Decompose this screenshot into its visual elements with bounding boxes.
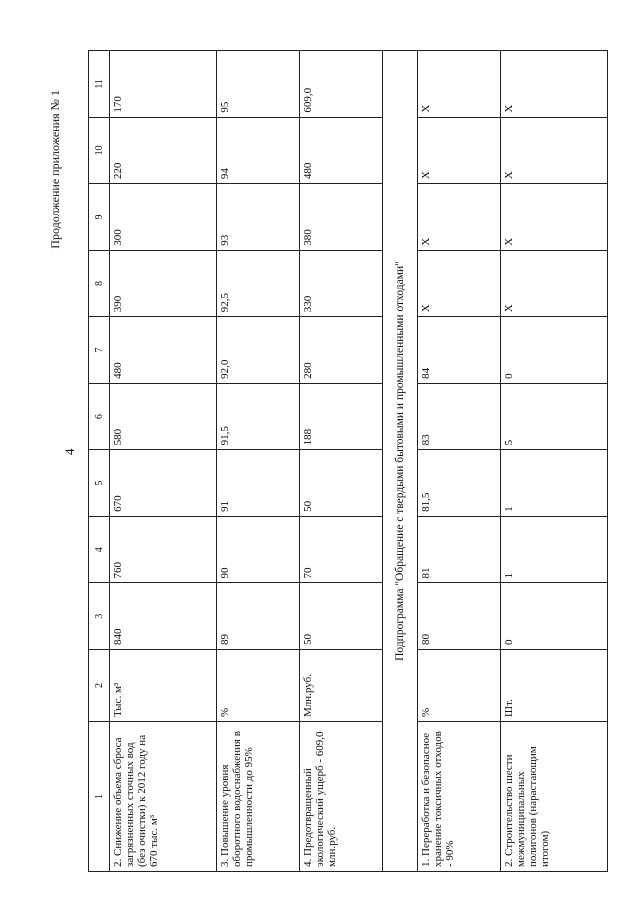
- value-cell: 609,0: [300, 51, 383, 118]
- unit-cell: Шт.: [500, 650, 607, 722]
- column-header: 3: [89, 583, 110, 650]
- indicator-name: 3. Повышение уровня оборотного водоснабжения в промышленности до 95%: [217, 722, 300, 872]
- value-cell: 5: [500, 383, 607, 450]
- value-cell: 220: [110, 117, 217, 184]
- value-cell: X: [500, 117, 607, 184]
- value-cell: 89: [217, 583, 300, 650]
- indicator-name: 4. Предотвращенный экологический ущерб - 609,0 млн.руб.: [300, 722, 383, 872]
- value-cell: 91,5: [217, 383, 300, 450]
- value-cell: 840: [110, 583, 217, 650]
- value-cell: 84: [417, 317, 500, 384]
- data-table: [88, 50, 608, 872]
- value-cell: 188: [300, 383, 383, 450]
- column-header: 6: [89, 383, 110, 450]
- table-row: [217, 51, 300, 872]
- value-cell: 170: [110, 51, 217, 118]
- unit-cell: %: [217, 650, 300, 722]
- subprogram-title: Подпрограмма "Обращение с твердыми бытовыми и промышленными отходами": [383, 51, 417, 872]
- appendix-caption: Продолжение приложения № 1: [48, 90, 62, 249]
- value-cell: 50: [300, 450, 383, 517]
- value-cell: 81: [417, 516, 500, 583]
- value-cell: 0: [500, 583, 607, 650]
- value-cell: X: [500, 51, 607, 118]
- table-row: [417, 51, 500, 872]
- value-cell: 390: [110, 250, 217, 317]
- value-cell: 1: [500, 450, 607, 517]
- value-cell: 0: [500, 317, 607, 384]
- value-cell: 92,5: [217, 250, 300, 317]
- value-cell: 81,5: [417, 450, 500, 517]
- column-header: 1: [89, 722, 110, 872]
- column-header: 4: [89, 516, 110, 583]
- page-number: 4: [62, 448, 77, 455]
- indicator-name: 2. Снижение объема сброса загрязненных сточных вод (без очистки) к 2012 году на 670 тыс. м³: [110, 722, 217, 872]
- column-header: 7: [89, 317, 110, 384]
- unit-cell: Млн.руб.: [300, 650, 383, 722]
- value-cell: 1: [500, 516, 607, 583]
- value-cell: 90: [217, 516, 300, 583]
- value-cell: 280: [300, 317, 383, 384]
- value-cell: 760: [110, 516, 217, 583]
- value-cell: 480: [110, 317, 217, 384]
- value-cell: 70: [300, 516, 383, 583]
- header-row: [89, 51, 110, 872]
- value-cell: 380: [300, 184, 383, 251]
- value-cell: X: [417, 117, 500, 184]
- value-cell: X: [417, 250, 500, 317]
- value-cell: 480: [300, 117, 383, 184]
- value-cell: 50: [300, 583, 383, 650]
- value-cell: X: [500, 184, 607, 251]
- table-row: [110, 51, 217, 872]
- indicator-name: 2. Строительство шести межмуниципальных полигонов (нарастающим итогом): [500, 722, 607, 872]
- value-cell: 83: [417, 383, 500, 450]
- value-cell: 330: [300, 250, 383, 317]
- value-cell: 670: [110, 450, 217, 517]
- unit-cell: %: [417, 650, 500, 722]
- value-cell: 94: [217, 117, 300, 184]
- column-header: 8: [89, 250, 110, 317]
- value-cell: 91: [217, 450, 300, 517]
- value-cell: 80: [417, 583, 500, 650]
- column-header: 11: [89, 51, 110, 118]
- value-cell: X: [417, 51, 500, 118]
- indicator-name: 1. Переработка и безопасное хранение токсичных отходов - 90%: [417, 722, 500, 872]
- column-header: 10: [89, 117, 110, 184]
- data-table-container: [88, 50, 608, 872]
- value-cell: 300: [110, 184, 217, 251]
- value-cell: 580: [110, 383, 217, 450]
- value-cell: X: [500, 250, 607, 317]
- table-row: [500, 51, 607, 872]
- value-cell: 95: [217, 51, 300, 118]
- column-header: 9: [89, 184, 110, 251]
- value-cell: X: [417, 184, 500, 251]
- table-row: [300, 51, 383, 872]
- unit-cell: Тыс. м³: [110, 650, 217, 722]
- column-header: 5: [89, 450, 110, 517]
- column-header: 2: [89, 650, 110, 722]
- subprogram-row: [383, 51, 417, 872]
- value-cell: 93: [217, 184, 300, 251]
- value-cell: 92,0: [217, 317, 300, 384]
